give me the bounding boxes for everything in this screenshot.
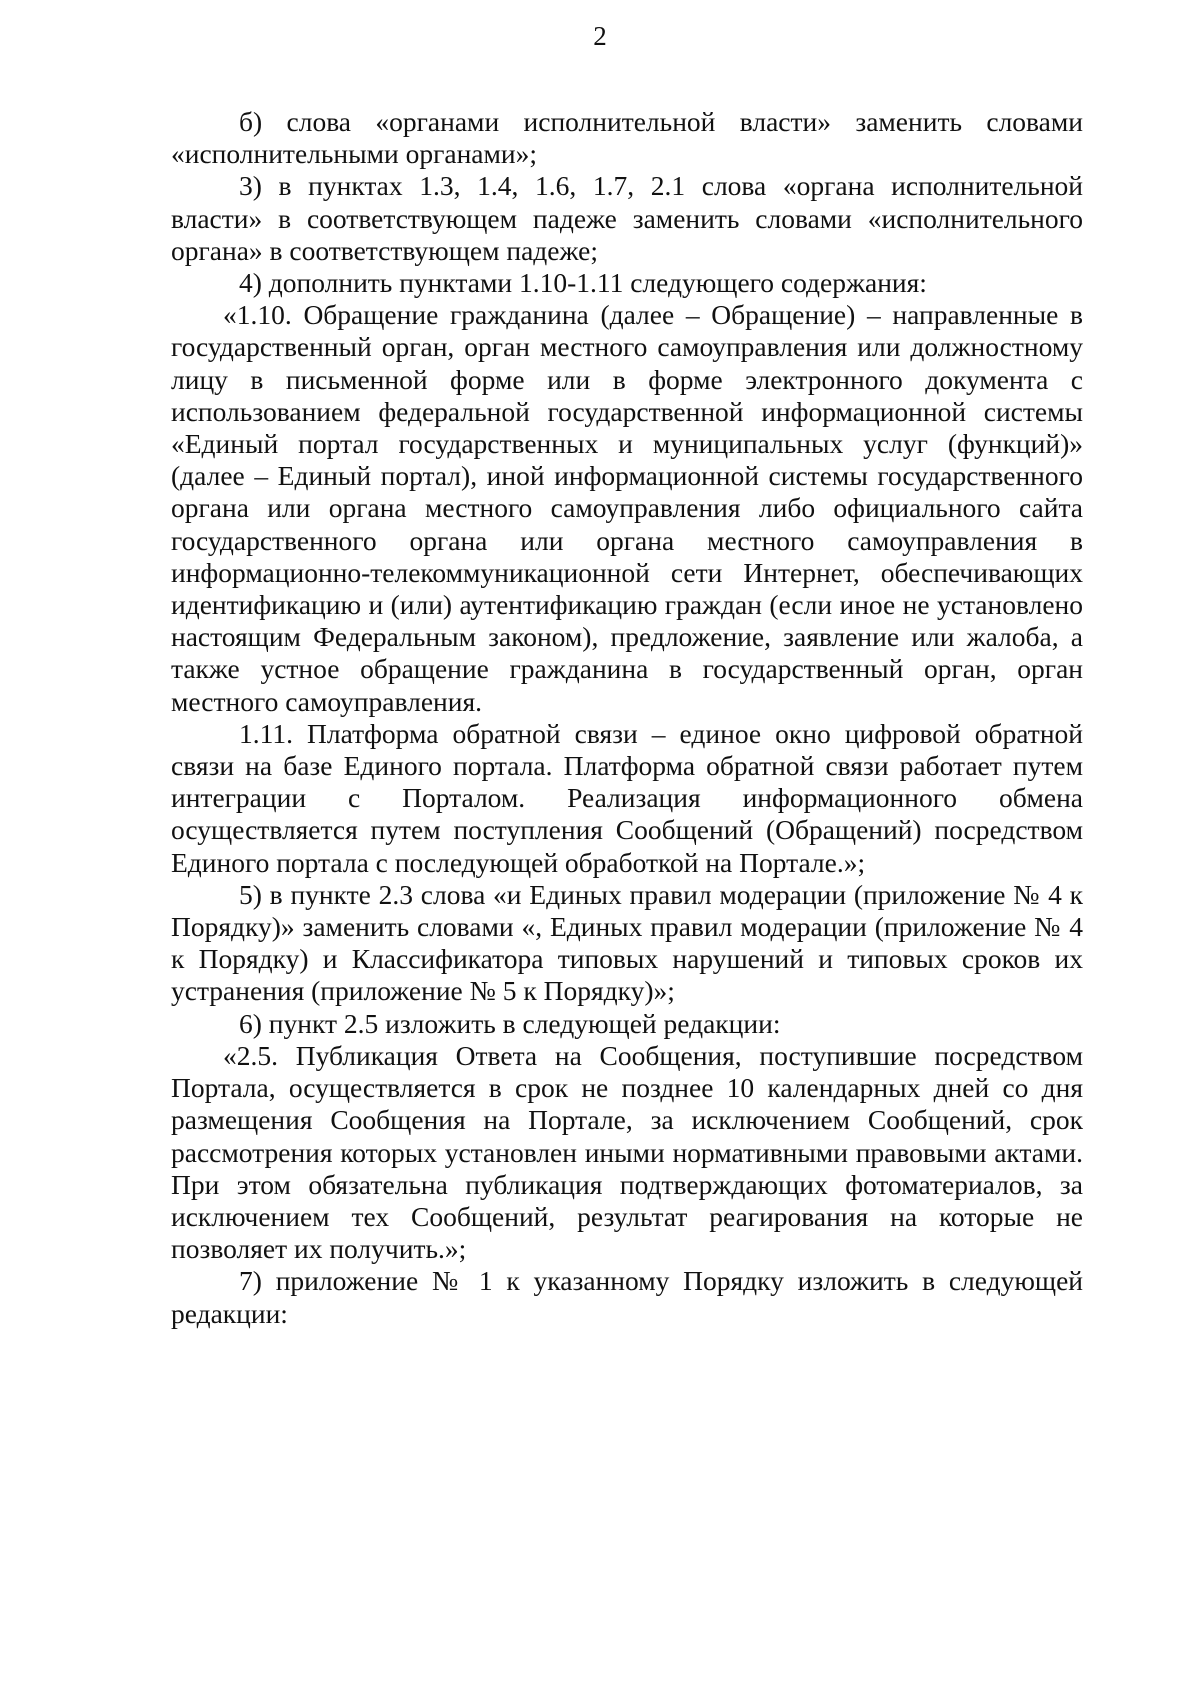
paragraph-item-b: б) слова «органами исполнительной власти» заменить словами «исполнительными органами»; xyxy=(171,106,1083,170)
document-body xyxy=(171,106,1083,1330)
paragraph-clause-1-11: 1.11. Платформа обратной связи – единое окно цифровой обратной связи на базе Единого портала. Платформа обратной связи работает путем интеграции с Порталом. Реализация информационного обмена осуществляется путем поступления Сообщений (Обращений) посредством Единого портала с последующей обработкой на Портале.»; xyxy=(171,717,1083,878)
paragraph-clause-1-10: «1.10. Обращение гражданина (далее – Обращение) – направленные в государственный орган, орган местного самоуправления или должностному лицу в письменной форме или в форме электронного документа с использованием федеральной государственной информационной системы «Единый портал государственных и муниципальных услуг (функций)» (далее – Единый портал), иной информационной системы государственного органа или органа местного самоуправления либо официального сайта государственного органа или органа местного самоуправления в информационно-телекоммуникационной сети Интернет, обеспечивающих идентификацию и (или) аутентификацию граждан (если иное не установлено настоящим Федеральным законом), предложение, заявление или жалоба, а также устное обращение гражданина в государственный орган, орган местного самоуправления. xyxy=(171,299,1083,717)
paragraph-item-6: 6) пункт 2.5 изложить в следующей редакции: xyxy=(239,1007,781,1039)
paragraph-item-4: 4) дополнить пунктами 1.10-1.11 следующего содержания: xyxy=(239,267,927,299)
page-number: 2 xyxy=(593,21,607,51)
paragraph-item-3: 3) в пунктах 1.3, 1.4, 1.6, 1.7, 2.1 слова «органа исполнительной власти» в соответствующем падеже заменить словами «исполнительного органа» в соответствующем падеже; xyxy=(171,170,1083,266)
paragraph-item-5: 5) в пункте 2.3 слова «и Единых правил модерации (приложение № 4 к Порядку)» заменить словами «, Единых правил модерации (приложение № 4 к Порядку) и Классификатора типовых нарушений и типовых сроков их устранения (приложение № 5 к Порядку)»; xyxy=(171,878,1083,1007)
paragraph-item-7: 7) приложение № 1 к указанному Порядку изложить в следующей редакции: xyxy=(171,1265,1083,1329)
paragraph-clause-2-5: «2.5. Публикация Ответа на Сообщения, поступившие посредством Портала, осуществляется в срок не позднее 10 календарных дней со дня размещения Сообщения на Портале, за исключением Сообщений, срок рассмотрения которых установлен иными нормативными правовыми актами. При этом обязательна публикация подтверждающих фотоматериалов, за исключением тех Сообщений, результат реагирования на которые не позволяет их получить.»; xyxy=(171,1039,1083,1265)
